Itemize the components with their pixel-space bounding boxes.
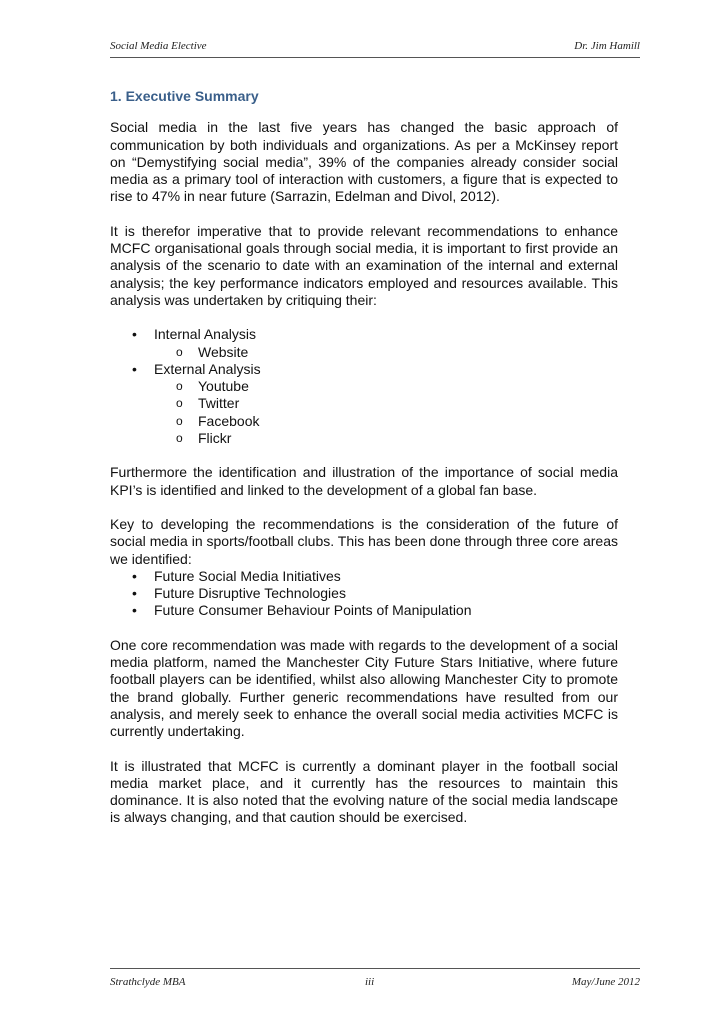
paragraph: One core recommendation was made with regards to the development of a social media platform, named the Manchester City Future Stars Initiative, where future football players can be identified, whilst also allowing Manchester City to promote the brand globally. Further generic recommendations have resulted from our analysis, and merely seek to enhance the overall social media activities MCFC is currently undertaking.	[110, 636, 618, 740]
list-item: • Future Consumer Behaviour Points of Manipulation	[110, 602, 618, 619]
list-item: o Youtube	[110, 378, 618, 395]
list-item: • Internal Analysis	[110, 326, 618, 343]
analysis-list	[110, 326, 618, 447]
page-footer	[110, 976, 640, 988]
paragraph: It is therefor imperative that to provide relevant recommendations to enhance MCFC organisational goals through social media, it is important to first provide an analysis of the scenario to date with an examination of the internal and external analysis; the key performance indicators employed and resources available. This analysis was undertaken by critiquing their:	[110, 222, 618, 308]
footer-right: May/June 2012	[571, 976, 640, 988]
document-body	[110, 88, 618, 844]
paragraph: Furthermore the identification and illustration of the importance of social media KPI’s is identified and linked to the development of a global fan base.	[110, 464, 618, 498]
paragraph: Key to developing the recommendations is the consideration of the future of social media in sports/football clubs. This has been done through three core areas we identified:	[110, 515, 618, 567]
list-item: • Future Social Media Initiatives	[110, 568, 618, 585]
header-right: Dr. Jim Hamill	[574, 40, 640, 52]
core-areas-list	[110, 568, 618, 620]
list-item: o Flickr	[110, 430, 618, 447]
section-title: 1. Executive Summary	[110, 88, 259, 104]
page-number: iii	[365, 976, 375, 988]
list-item: • External Analysis	[110, 361, 618, 378]
header-divider	[110, 57, 640, 58]
footer-divider	[110, 968, 640, 969]
paragraph: Social media in the last five years has changed the basic approach of communication by both individuals and organizations. As per a McKinsey report on “Demystifying social media”, 39% of the companies already consider social media as a primary tool of interaction with customers, a figure that is expected to rise to 47% in near future (Sarrazin, Edelman and Divol, 2012).	[110, 119, 618, 205]
list-item: o Twitter	[110, 395, 618, 412]
list-item: • Future Disruptive Technologies	[110, 585, 618, 602]
header-left: Social Media Elective	[110, 40, 207, 52]
paragraph: It is illustrated that MCFC is currently a dominant player in the football social media market place, and it currently has the resources to maintain this dominance. It is also noted that the evolving nature of the social media landscape is always changing, and that caution should be exercised.	[110, 757, 618, 826]
footer-left: Strathclyde MBA	[110, 976, 186, 988]
page-header	[110, 40, 640, 52]
list-item: o Website	[110, 344, 618, 361]
list-item: o Facebook	[110, 413, 618, 430]
